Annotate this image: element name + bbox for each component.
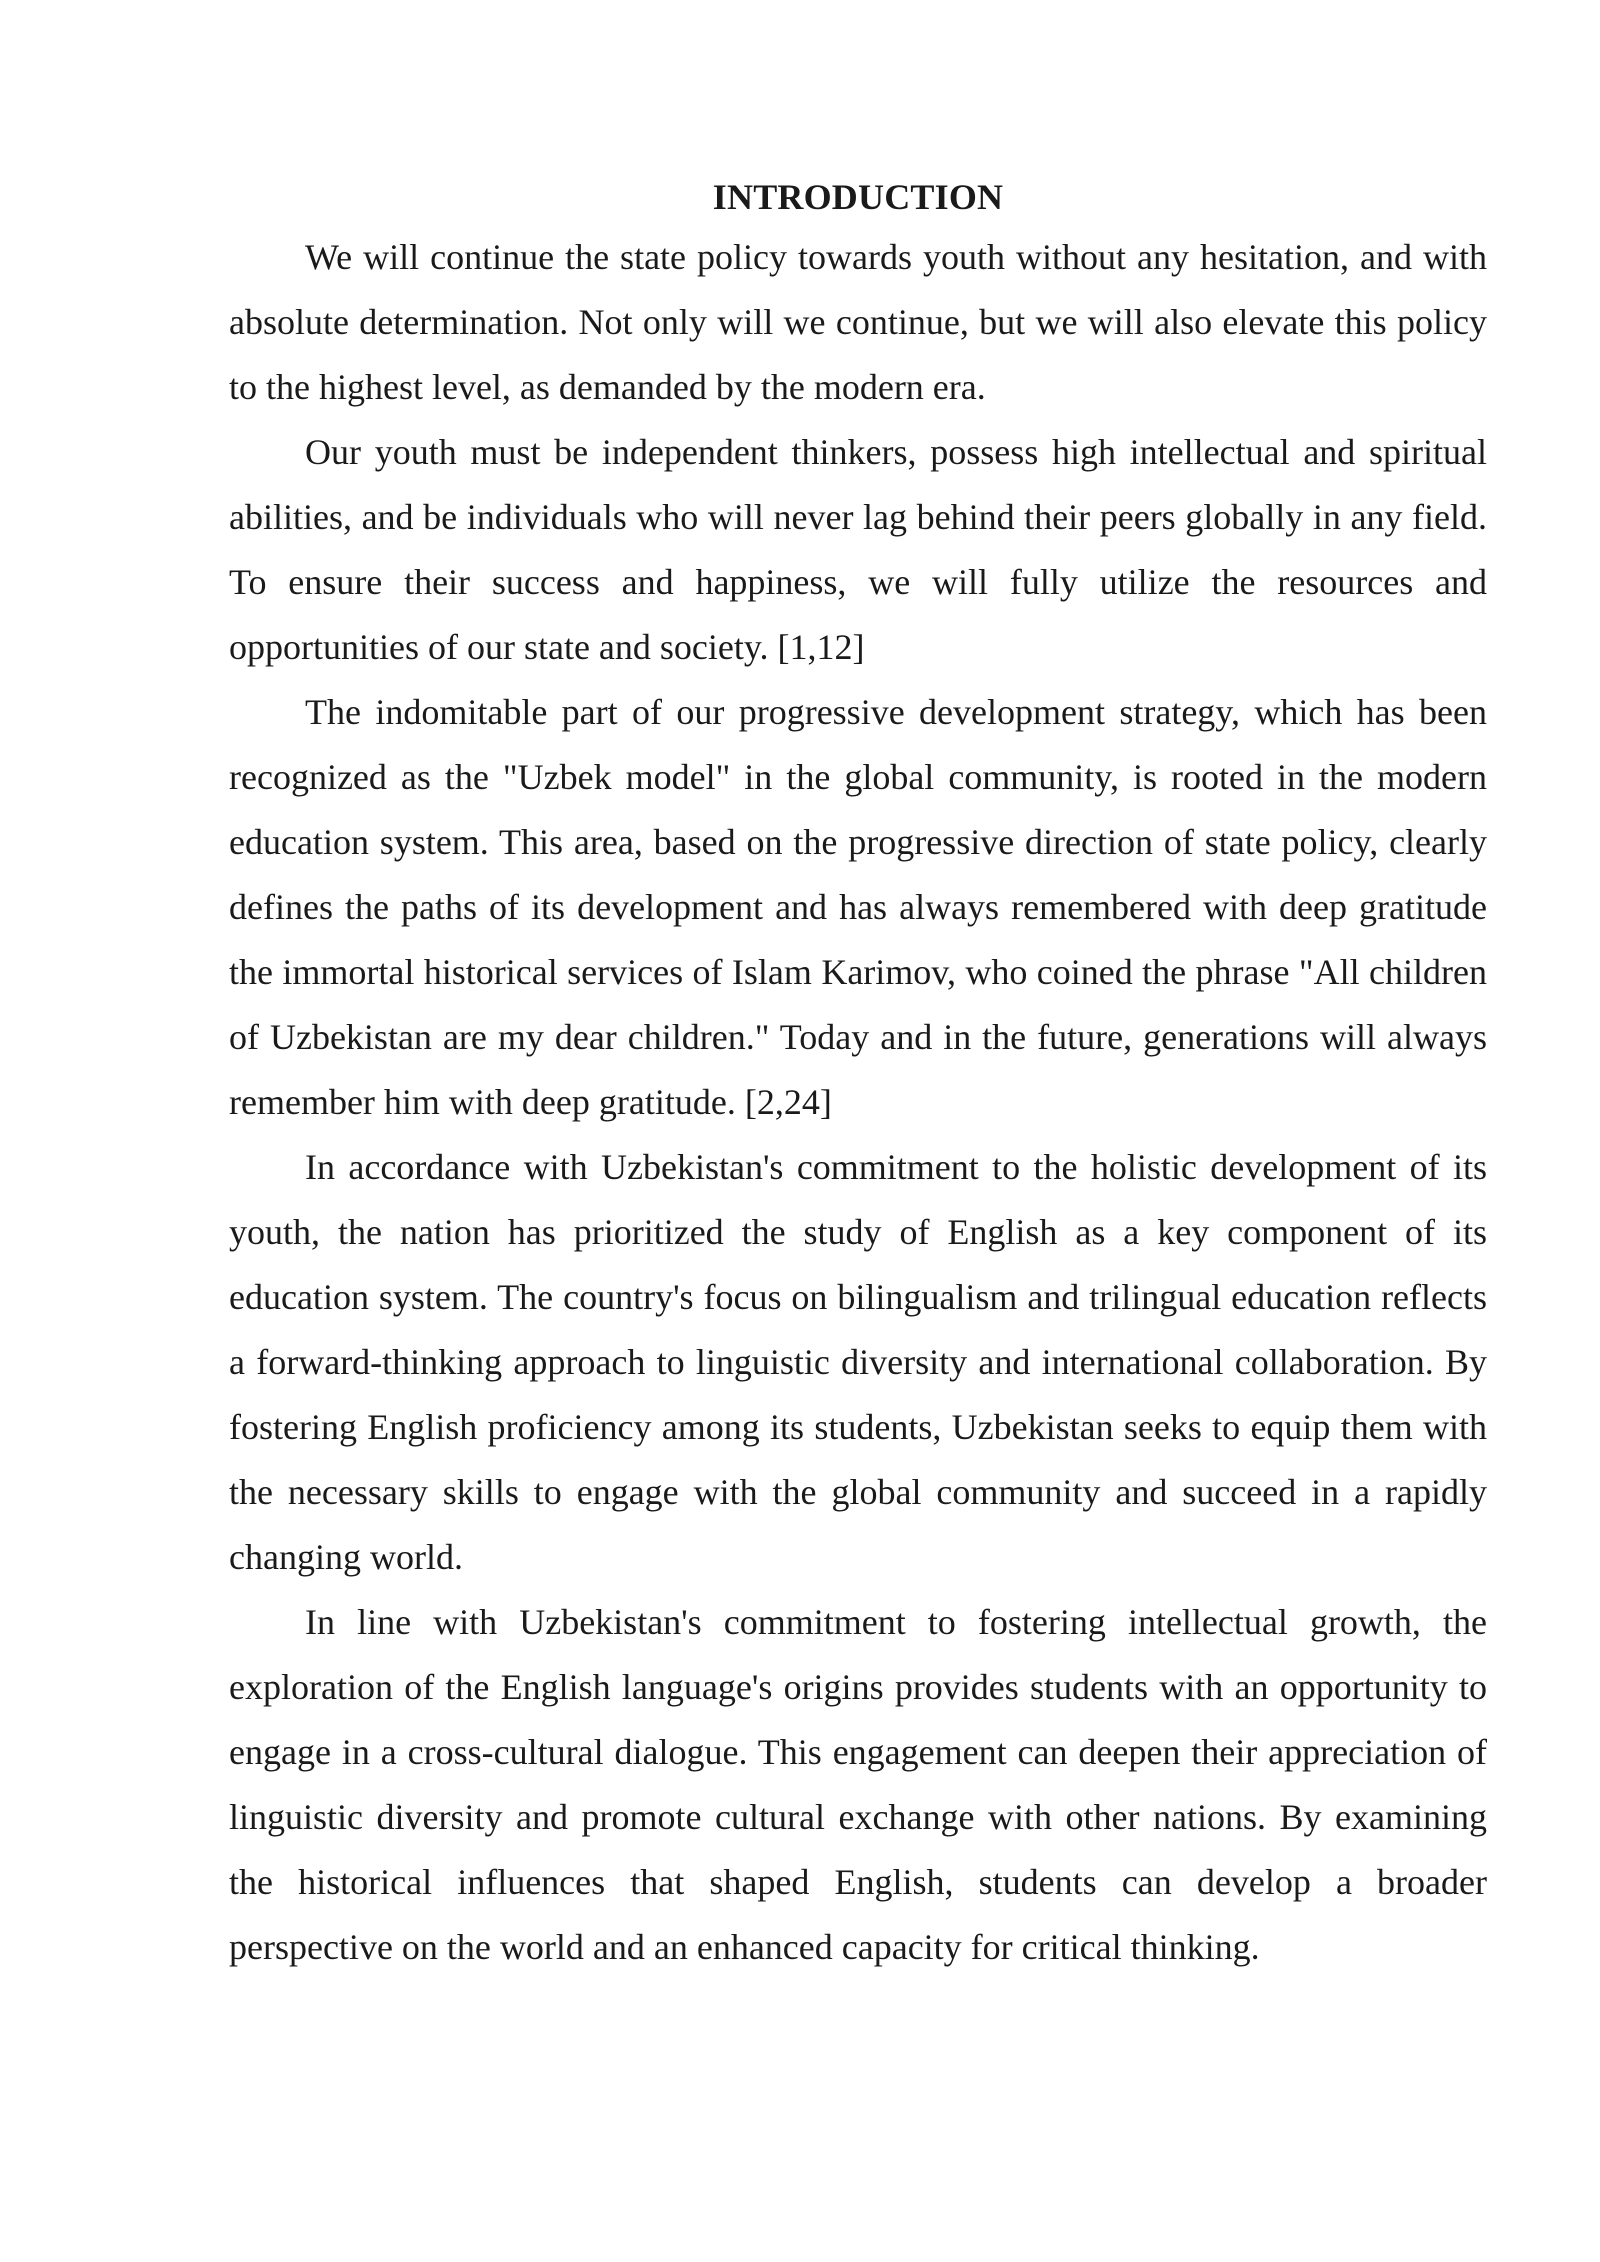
- paragraph-5: In line with Uzbekistan's commitment to fostering intellectual growth, the exploration of the English language's origins provides students with an opportunity to engage in a cross-cultural dialogue. This engagement can deepen their appreciation of linguistic diversity and promote cultural exchange with other nations. By examining the historical influences that shaped English, students can develop a broader perspective on the world and an enhanced capacity for critical thinking.: [229, 1602, 1487, 1967]
- paragraph-3: The indomitable part of our progressive development strategy, which has been recognized as the "Uzbek model" in the global community, is rooted in the modern education system. This area, based on the progressive direction of state policy, clearly defines the paths of its development and has always remembered with deep gratitude the immortal historical services of Islam Karimov, who coined the phrase "All children of Uzbekistan are my dear children." Today and in the future, generations will always remember him with deep gratitude. [2,24]: [229, 692, 1487, 1122]
- paragraph-2: Our youth must be independent thinkers, possess high intellectual and spiritual abilities, and be individuals who will never lag behind their peers globally in any field. To ensure their success and happiness, we will fully utilize the resources and opportunities of our state and society. [1,12]: [229, 432, 1487, 667]
- paragraph-1: We will continue the state policy towards youth without any hesitation, and with absolute determination. Not only will we continue, but we will also elevate this policy to the highest level, as demanded by the modern era.: [229, 237, 1487, 407]
- document-body: [229, 170, 1487, 1980]
- page-title: INTRODUCTION: [712, 177, 1004, 217]
- paragraph-4: In accordance with Uzbekistan's commitment to the holistic development of its youth, the nation has prioritized the study of English as a key component of its education system. The country's focus on bilingualism and trilingual education reflects a forward-thinking approach to linguistic diversity and international collaboration. By fostering English proficiency among its students, Uzbekistan seeks to equip them with the necessary skills to engage with the global community and succeed in a rapidly changing world.: [229, 1147, 1487, 1577]
